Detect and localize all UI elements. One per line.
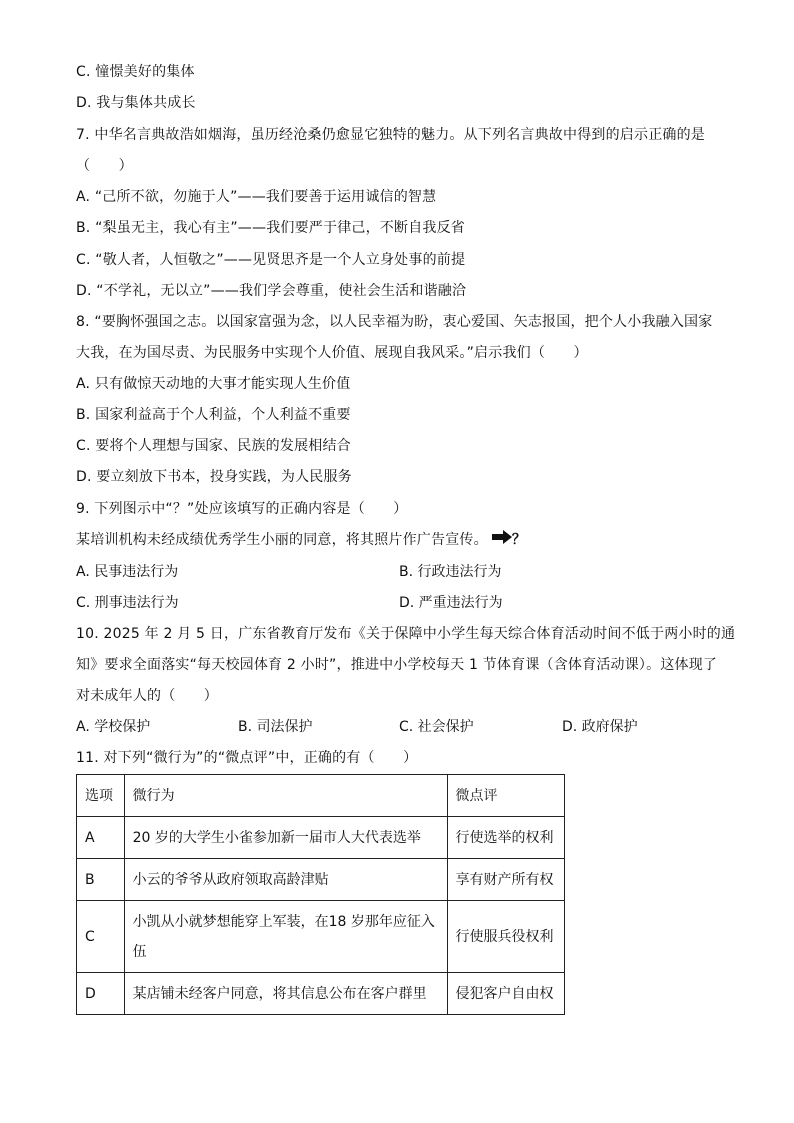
q7-bracket: （ ） (76, 158, 133, 174)
table-cell-behavior: 小云的爷爷从政府领取高龄津贴 (124, 859, 447, 901)
q9-option-d: D. 严重违法行为 (399, 595, 503, 611)
table-cell-comment: 行使选举的权利 (447, 817, 564, 859)
q7-option-b: B. “梨虽无主，我心有主”——我们要严于律己，不断自我反省 (76, 220, 466, 236)
q9-option-c: C. 刑事违法行为 (76, 595, 179, 611)
table-cell-option: A (77, 817, 125, 859)
q9-diagram (76, 530, 718, 550)
table-cell-comment: 享有财产所有权 (447, 859, 564, 901)
q10-option-b: B. 司法保护 (238, 719, 313, 735)
table-cell-option: D (77, 973, 125, 1015)
table-cell-behavior: 小凯从小就梦想能穿上军装，在18 岁那年应征入伍 (124, 901, 447, 973)
table-cell-option: B (77, 859, 125, 901)
q8-stem-1: 8. “要胸怀强国之志。以国家富强为念，以人民幸福为盼，衷心爱国、矢志报国，把个人小我融入国家 (76, 314, 713, 330)
q11-stem: 11. 对下列“微行为”的“微点评”中，正确的有（ ） (76, 750, 418, 766)
q7-option-a: A. “己所不欲，勿施于人”——我们要善于运用诚信的智慧 (76, 189, 437, 205)
header-behavior: 微行为 (124, 775, 447, 817)
q9-diagram-text: 某培训机构未经成绩优秀学生小丽的同意，将其照片作广告宣传。 (76, 532, 488, 548)
option-c-prev: C. 憧憬美好的集体 (76, 64, 195, 80)
table-cell-option: C (77, 901, 125, 973)
header-comment: 微点评 (447, 775, 564, 817)
q9-stem: 9. 下列图示中“？”处应该填写的正确内容是（ ） (76, 501, 408, 517)
q10-option-a: A. 学校保护 (76, 719, 151, 735)
table-cell-comment: 行使服兵役权利 (447, 901, 564, 973)
q8-option-d: D. 要立刻放下书本，投身实践，为人民服务 (76, 469, 352, 485)
q10-stem-1: 10. 2025 年 2 月 5 日，广东省教育厅发布《关于保障中小学生每天综合体育活动时间不低于两小时的通 (76, 626, 736, 642)
q10-option-d: D. 政府保护 (562, 719, 638, 735)
q11-table (76, 774, 565, 1015)
q9-option-b: B. 行政违法行为 (399, 564, 502, 580)
q8-option-c: C. 要将个人理想与国家、民族的发展相结合 (76, 438, 351, 454)
table-cell-behavior: 20 岁的大学生小雀参加新一届市人大代表选举 (124, 817, 447, 859)
header-option: 选项 (77, 775, 125, 817)
table-row (77, 901, 565, 973)
table-row (77, 973, 565, 1015)
arrow-right-icon (492, 530, 512, 550)
table-row (77, 817, 565, 859)
q7-option-d: D. “不学礼，无以立”——我们学会尊重，使社会生活和谐融洽 (76, 283, 467, 299)
table-row (77, 859, 565, 901)
q8-stem-2: 大我，在为国尽责、为民服务中实现个人价值、展现自我风采。”启示我们（ ） (76, 345, 588, 361)
q7-option-c: C. “敬人者，人恒敬之”——见贤思齐是一个人立身处事的前提 (76, 252, 466, 268)
q10-option-c: C. 社会保护 (399, 719, 474, 735)
option-d-prev: D. 我与集体共成长 (76, 95, 196, 111)
q10-stem-3: 对未成年人的（ ） (76, 688, 218, 704)
q10-stem-2: 知》要求全面落实“每天校园体育 2 小时”，推进中小学校每天 1 节体育课（含体育活动课）。这体现了 (76, 657, 718, 673)
table-header-row (77, 775, 565, 817)
table-cell-behavior: 某店铺未经客户同意，将其信息公布在客户群里 (124, 973, 447, 1015)
q9-option-a: A. 民事违法行为 (76, 564, 179, 580)
q8-option-a: A. 只有做惊天动地的大事才能实现人生价值 (76, 376, 351, 392)
q7-stem: 7. 中华名言典故浩如烟海，虽历经沧桑仍愈显它独特的魅力。从下列名言典故中得到的启示正确的是 (76, 127, 706, 143)
table-cell-comment: 侵犯客户自由权 (447, 973, 564, 1015)
q8-option-b: B. 国家利益高于个人利益，个人利益不重要 (76, 407, 351, 423)
q9-question-mark: ？ (511, 532, 527, 548)
